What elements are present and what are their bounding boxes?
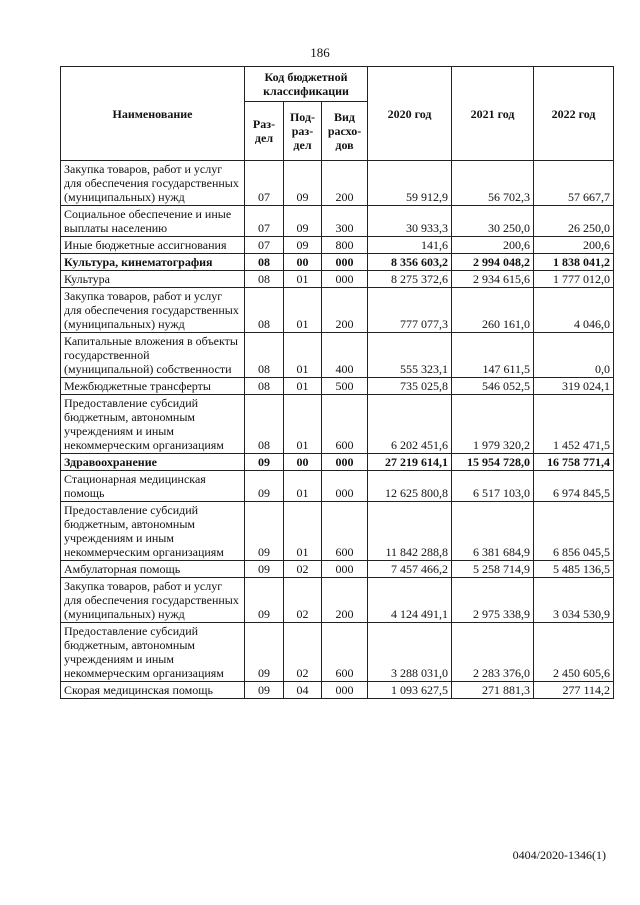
- row-value-2021: 271 881,3: [452, 682, 534, 699]
- table-row: [61, 682, 614, 699]
- row-value-2021: 200,6: [452, 237, 534, 254]
- row-subsection: 02: [284, 578, 322, 623]
- table-row: [61, 578, 614, 623]
- document-id: 0404/2020-1346(1): [512, 848, 606, 862]
- row-value-2020: 141,6: [368, 237, 452, 254]
- row-value-2021: 260 161,0: [452, 288, 534, 333]
- row-expense-type: 200: [322, 288, 368, 333]
- row-name: Иные бюджетные ассигнования: [61, 237, 245, 254]
- header-code-group: Код бюджетной классификации: [245, 67, 368, 102]
- row-value-2021: 6 517 103,0: [452, 471, 534, 502]
- row-subsection: 01: [284, 378, 322, 395]
- row-section: 08: [245, 333, 284, 378]
- row-name: Закупка товаров, работ и услуг для обеспечения государственных (муниципальных) нужд: [61, 161, 245, 206]
- row-value-2020: 8 275 372,6: [368, 271, 452, 288]
- page-number: 186: [310, 45, 330, 60]
- row-section: 09: [245, 578, 284, 623]
- row-expense-type: 600: [322, 623, 368, 682]
- row-subsection: 04: [284, 682, 322, 699]
- table-row: [61, 271, 614, 288]
- row-expense-type: 600: [322, 395, 368, 454]
- row-value-2022: 4 046,0: [534, 288, 614, 333]
- table-row: [61, 333, 614, 378]
- row-subsection: 09: [284, 161, 322, 206]
- row-expense-type: 000: [322, 561, 368, 578]
- row-section: 09: [245, 682, 284, 699]
- row-expense-type: 500: [322, 378, 368, 395]
- table-row: [61, 454, 614, 471]
- row-value-2022: 200,6: [534, 237, 614, 254]
- row-value-2022: 6 856 045,5: [534, 502, 614, 561]
- row-subsection: 01: [284, 395, 322, 454]
- row-value-2021: 5 258 714,9: [452, 561, 534, 578]
- table-row: [61, 623, 614, 682]
- table-row: [61, 161, 614, 206]
- row-value-2022: 1 777 012,0: [534, 271, 614, 288]
- row-value-2020: 8 356 603,2: [368, 254, 452, 271]
- row-subsection: 09: [284, 206, 322, 237]
- row-value-2020: 11 842 288,8: [368, 502, 452, 561]
- row-value-2021: 15 954 728,0: [452, 454, 534, 471]
- row-section: 09: [245, 561, 284, 578]
- row-expense-type: 000: [322, 254, 368, 271]
- header-expense-type: Вид расхо- дов: [322, 102, 368, 161]
- row-name: Предоставление субсидий бюджетным, автономным учреждениям и иным некоммерческим организациям: [61, 395, 245, 454]
- row-section: 08: [245, 288, 284, 333]
- table-row: [61, 561, 614, 578]
- row-value-2020: 27 219 614,1: [368, 454, 452, 471]
- row-section: 09: [245, 623, 284, 682]
- row-section: 08: [245, 395, 284, 454]
- row-value-2020: 59 912,9: [368, 161, 452, 206]
- row-value-2020: 4 124 491,1: [368, 578, 452, 623]
- row-section: 07: [245, 237, 284, 254]
- row-section: 08: [245, 254, 284, 271]
- row-subsection: 02: [284, 561, 322, 578]
- table-row: [61, 288, 614, 333]
- row-value-2020: 30 933,3: [368, 206, 452, 237]
- table-row: [61, 502, 614, 561]
- row-value-2020: 6 202 451,6: [368, 395, 452, 454]
- row-value-2020: 1 093 627,5: [368, 682, 452, 699]
- row-value-2022: 26 250,0: [534, 206, 614, 237]
- row-value-2022: 277 114,2: [534, 682, 614, 699]
- row-name: Капитальные вложения в объекты государственной (муниципальной) собственности: [61, 333, 245, 378]
- row-name: Здравоохранение: [61, 454, 245, 471]
- row-value-2020: 7 457 466,2: [368, 561, 452, 578]
- row-value-2021: 2 283 376,0: [452, 623, 534, 682]
- row-value-2021: 2 994 048,2: [452, 254, 534, 271]
- row-value-2021: 56 702,3: [452, 161, 534, 206]
- table-body: [61, 161, 614, 699]
- table-row: [61, 378, 614, 395]
- row-value-2021: 546 052,5: [452, 378, 534, 395]
- row-value-2022: 3 034 530,9: [534, 578, 614, 623]
- row-value-2020: 555 323,1: [368, 333, 452, 378]
- row-value-2021: 30 250,0: [452, 206, 534, 237]
- row-value-2022: 319 024,1: [534, 378, 614, 395]
- row-section: 09: [245, 502, 284, 561]
- row-value-2021: 147 611,5: [452, 333, 534, 378]
- row-subsection: 01: [284, 271, 322, 288]
- row-value-2022: 16 758 771,4: [534, 454, 614, 471]
- row-subsection: 00: [284, 254, 322, 271]
- row-expense-type: 000: [322, 471, 368, 502]
- row-value-2021: 6 381 684,9: [452, 502, 534, 561]
- row-value-2020: 735 025,8: [368, 378, 452, 395]
- row-subsection: 09: [284, 237, 322, 254]
- row-expense-type: 000: [322, 682, 368, 699]
- row-subsection: 02: [284, 623, 322, 682]
- header-year-2022: 2022 год: [534, 67, 614, 161]
- row-name: Социальное обеспечение и иные выплаты населению: [61, 206, 245, 237]
- row-expense-type: 000: [322, 271, 368, 288]
- row-section: 08: [245, 271, 284, 288]
- row-name: Стационарная медицинская помощь: [61, 471, 245, 502]
- row-value-2021: 1 979 320,2: [452, 395, 534, 454]
- row-name: Скорая медицинская помощь: [61, 682, 245, 699]
- row-expense-type: 600: [322, 502, 368, 561]
- header-subsection: Под- раз- дел: [284, 102, 322, 161]
- row-value-2020: 12 625 800,8: [368, 471, 452, 502]
- row-subsection: 01: [284, 471, 322, 502]
- row-name: Предоставление субсидий бюджетным, автономным учреждениям и иным некоммерческим организациям: [61, 623, 245, 682]
- row-name: Культура: [61, 271, 245, 288]
- table-row: [61, 254, 614, 271]
- row-value-2022: 2 450 605,6: [534, 623, 614, 682]
- row-subsection: 01: [284, 288, 322, 333]
- row-name: Предоставление субсидий бюджетным, автономным учреждениям и иным некоммерческим организациям: [61, 502, 245, 561]
- row-expense-type: 200: [322, 161, 368, 206]
- table-row: [61, 237, 614, 254]
- row-section: 07: [245, 161, 284, 206]
- row-expense-type: 000: [322, 454, 368, 471]
- row-section: 08: [245, 378, 284, 395]
- row-expense-type: 800: [322, 237, 368, 254]
- row-expense-type: 200: [322, 578, 368, 623]
- row-value-2022: 6 974 845,5: [534, 471, 614, 502]
- row-expense-type: 300: [322, 206, 368, 237]
- header-section: Раз- дел: [245, 102, 284, 161]
- row-subsection: 00: [284, 454, 322, 471]
- table-row: [61, 471, 614, 502]
- table-row: [61, 395, 614, 454]
- row-expense-type: 400: [322, 333, 368, 378]
- row-name: Закупка товаров, работ и услуг для обеспечения государственных (муниципальных) нужд: [61, 578, 245, 623]
- row-subsection: 01: [284, 333, 322, 378]
- row-section: 07: [245, 206, 284, 237]
- table-row: [61, 206, 614, 237]
- row-name: Межбюджетные трансферты: [61, 378, 245, 395]
- row-value-2022: 57 667,7: [534, 161, 614, 206]
- row-value-2021: 2 934 615,6: [452, 271, 534, 288]
- header-year-2020: 2020 год: [368, 67, 452, 161]
- budget-table: [60, 66, 614, 699]
- row-value-2020: 777 077,3: [368, 288, 452, 333]
- row-value-2022: 0,0: [534, 333, 614, 378]
- header-year-2021: 2021 год: [452, 67, 534, 161]
- header-name: Наименование: [61, 67, 245, 161]
- row-value-2020: 3 288 031,0: [368, 623, 452, 682]
- row-section: 09: [245, 454, 284, 471]
- row-name: Закупка товаров, работ и услуг для обеспечения государственных (муниципальных) нужд: [61, 288, 245, 333]
- row-name: Культура, кинематография: [61, 254, 245, 271]
- row-value-2022: 5 485 136,5: [534, 561, 614, 578]
- row-value-2022: 1 452 471,5: [534, 395, 614, 454]
- row-subsection: 01: [284, 502, 322, 561]
- row-section: 09: [245, 471, 284, 502]
- row-value-2022: 1 838 041,2: [534, 254, 614, 271]
- row-name: Амбулаторная помощь: [61, 561, 245, 578]
- row-value-2021: 2 975 338,9: [452, 578, 534, 623]
